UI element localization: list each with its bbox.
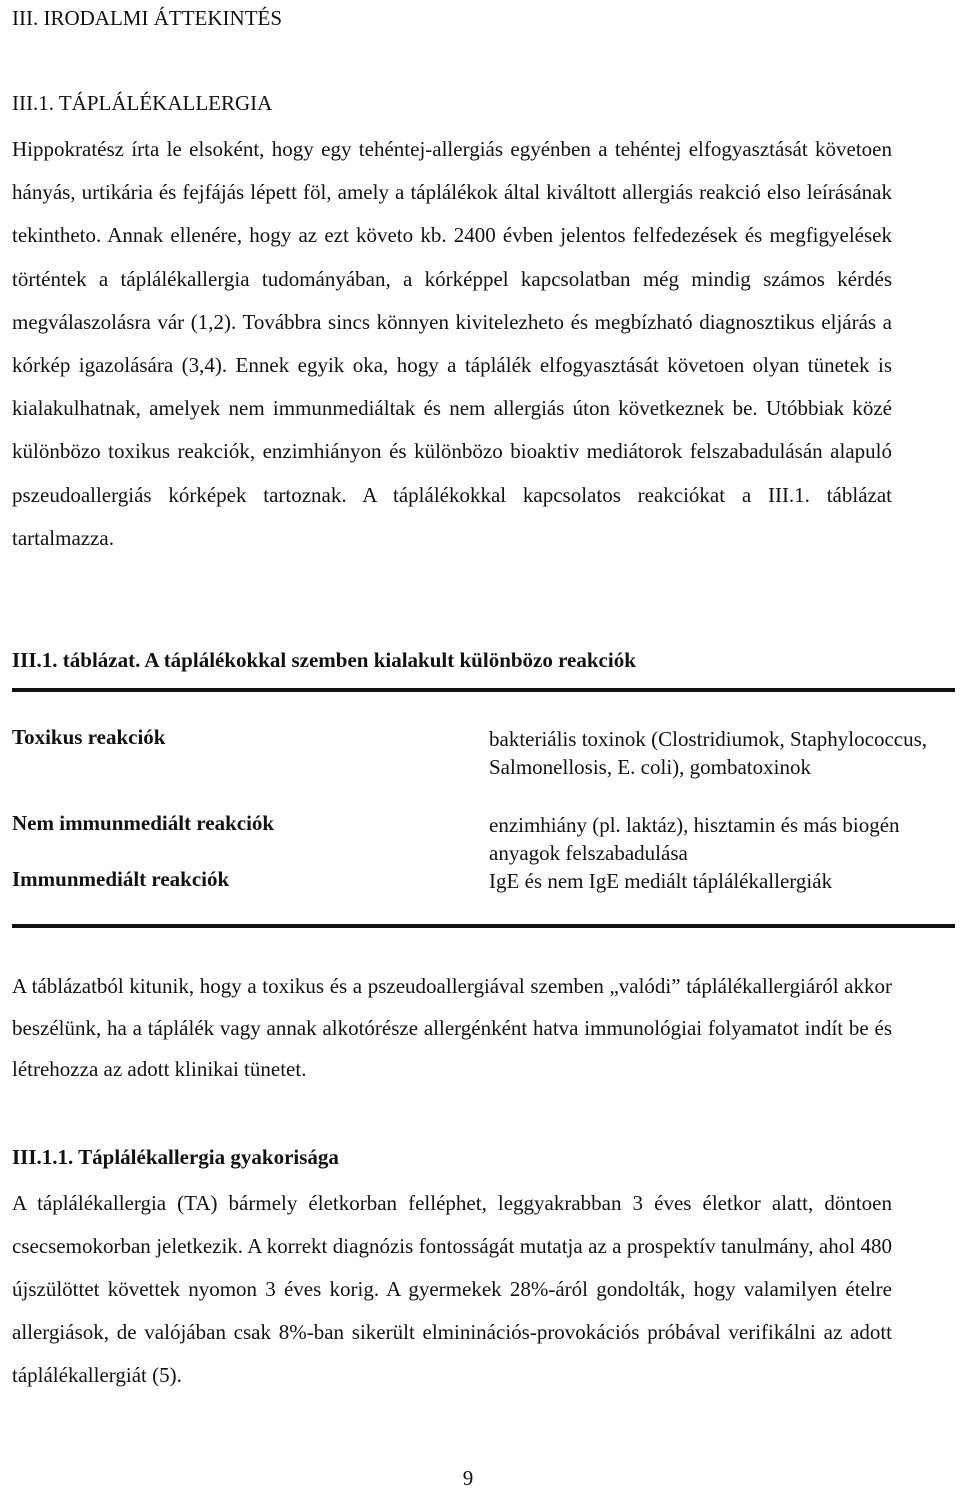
table-top-rule (12, 688, 955, 692)
subsection-title: III.1. TÁPLÁLÉKALLERGIA (12, 91, 273, 115)
table-bottom-rule (12, 924, 955, 928)
table-caption (12, 648, 636, 673)
page-number: 9 (462, 1466, 474, 1490)
table-row-label: Nem immunmediált reakciók (12, 811, 275, 835)
reactions-table (12, 688, 955, 929)
intro-paragraph: Hippokratész írta le elsoként, hogy egy tehéntej-allergiás egyénben a tehéntej elfogyasztását követoen hányás, urtikária és fejfájás lépett föl, amely a táplálékok által kiváltott allergiás reakció elso leírásának tekintheto. Annak ellenére, hogy az ezt követo kb. 2400 évben jelentos felfedezések és megfigyelések történtek a táplálékallergia tudományában, a kórképpel kapcsolatban még mindig számos kérdés megválaszolásra vár (1,2). Továbbra sincs könnyen kivitelezheto és megbízható diagnosztikus eljárás a kórkép igazolására (3,4). Ennek egyik oka, hogy a táplálék elfogyasztását követoen olyan tünetek is kialakulhatnak, amelyek nem immunmediáltak és nem allergiás úton következnek be. Utóbbiak közé különbözo toxikus reakciók, enzimhiányon és különbözo bioaktiv mediátorok felszabadulásán alapuló pszeudoallergiás kórképek tartoznak. A táplálékokkal kapcsolatos reakciókat a III.1. táblázat tartalmazza. (12, 137, 892, 550)
table-row-description: IgE és nem IgE mediált táplálékallergiák (489, 869, 833, 893)
table-row-label: Immunmediált reakciók (12, 867, 230, 891)
after-table-paragraph: A táblázatból kitunik, hogy a toxikus és a pszeudoallergiával szemben „valódi” táplálékallergiáról akkor beszélünk, ha a táplálék vagy annak alkotórésze allergénként hatva immunológiai folyamatot indít be és létrehozza az adott klinikai tünetet. (12, 974, 892, 1081)
frequency-paragraph: A táplálékallergia (TA) bármely életkorban felléphet, leggyakrabban 3 éves életkor alatt, döntoen csecsemokorban jeletkezik. A korrekt diagnózis fontosságát mutatja az a prospektív tanulmány, ahol 480 újszülöttet követtek nyomon 3 éves korig. A gyermekek 28%-áról gondolták, hogy valamilyen ételre allergiások, de valójában csak 8%-ban sikerült elmininációs-provokációs próbával verifikálni az adott táplálékallergiát (5). (12, 1191, 892, 1387)
table-caption-text: A táplálékokkal szemben kialakult különbözo reakciók (140, 648, 636, 672)
section-title: III. IRODALMI ÁTTEKINTÉS (12, 6, 283, 30)
subsubsection-title: III.1.1. Táplálékallergia gyakorisága (12, 1145, 339, 1169)
table-row-description: enzimhiány (pl. laktáz), hisztamin és más biogén anyagok felszabadulása (489, 813, 900, 865)
table-caption-prefix: III.1. táblázat. (12, 648, 141, 672)
table-row-description: bakteriális toxinok (Clostridiumok, Staphylococcus, Salmonellosis, E. coli), gombatoxinok (489, 727, 928, 779)
table-row-label: Toxikus reakciók (12, 725, 166, 749)
